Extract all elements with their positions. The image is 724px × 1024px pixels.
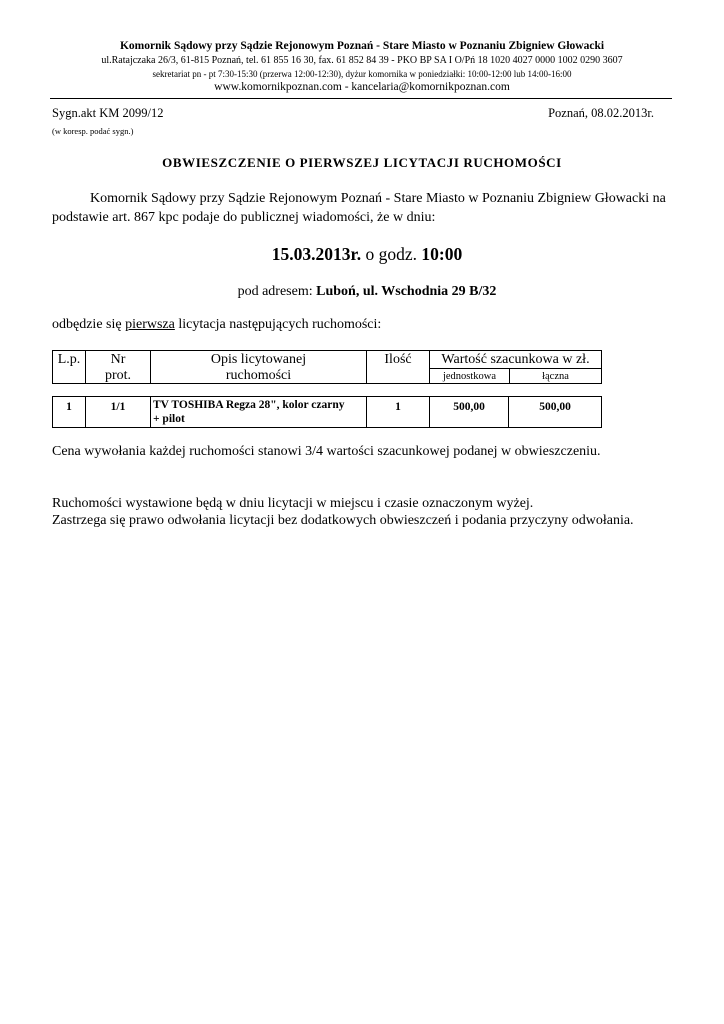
- auction-address-line: [0, 284, 724, 300]
- header-lp: [53, 351, 86, 384]
- cell-ilosc: 1: [367, 397, 430, 428]
- header-opis-line1: Opis licytowanej: [210, 352, 307, 367]
- header-nr-line2: prot.: [104, 368, 132, 383]
- cell-lp: 1: [53, 397, 86, 428]
- header-laczna: łączna: [542, 371, 569, 382]
- document-title: OBWIESZCZENIE O PIERWSZEJ LICYTACJI RUCHOMOŚCI: [162, 155, 562, 170]
- bailiff-address-line: ul.Ratajczaka 26/3, 61-815 Poznań, tel. 61 855 16 30, fax. 61 852 84 39 - PKO BP SA I O/Pń 18 1020 4027 0000 1002 0290 3607: [101, 55, 623, 66]
- cell-opis-line2: + pilot: [153, 413, 185, 425]
- lead-before: odbędzie się: [52, 317, 126, 332]
- place-date: Poznań, 08.02.2013r.: [548, 106, 654, 120]
- contact-separator: -: [341, 81, 352, 93]
- cell-opis: [151, 397, 367, 428]
- header-wartosc-label: Wartość szacunkowa w zł.: [441, 352, 590, 367]
- header-lp-label: L.p.: [57, 352, 81, 367]
- contact-line: [0, 81, 724, 93]
- cell-jednostkowa: 500,00: [430, 397, 509, 428]
- header-ilosc-label: Ilość: [384, 352, 412, 367]
- auction-time: 10:00: [421, 244, 463, 264]
- auction-address: Luboń, ul. Wschodnia 29 B/32: [316, 284, 497, 299]
- intro-paragraph: Komornik Sądowy przy Sądzie Rejonowym Poznań - Stare Miasto w Poznaniu Zbigniew Głowacki na podstawie art. 867 kpc podaje do publicznej wiadomości, że w dniu:: [52, 191, 666, 225]
- website-link[interactable]: www.komornikpoznan.com: [214, 81, 342, 93]
- starting-price-note: Cena wywołania każdej ruchomości stanowi 3/4 wartości szacunkowej podanej w obwieszczeniu.: [52, 444, 601, 459]
- bailiff-name-header: Komornik Sądowy przy Sądzie Rejonowym Poznań - Stare Miasto w Poznaniu Zbigniew Głowacki: [119, 40, 605, 52]
- table-row: [52, 396, 602, 428]
- cell-laczna: 500,00: [539, 401, 571, 413]
- header-wartosc: [430, 351, 601, 384]
- header-nr-line1: Nr: [110, 352, 126, 367]
- case-signature: Sygn.akt KM 2099/12: [52, 106, 164, 120]
- address-prefix: pod adresem:: [237, 284, 317, 299]
- auction-datetime: [0, 244, 724, 265]
- lead-underlined: pierwsza: [125, 317, 175, 332]
- header-opis-line2: ruchomości: [225, 368, 292, 383]
- header-jednostkowa: jednostkowa: [442, 371, 497, 382]
- closing-line-1: Ruchomości wystawione będą w dniu licytacji w miejscu i czasie oznaczonym wyżej.: [52, 496, 534, 511]
- header-nr: [86, 351, 151, 384]
- cell-nr: 1/1: [86, 397, 151, 428]
- auction-lead-sentence: [52, 317, 381, 333]
- header-divider: [50, 98, 672, 99]
- office-hours-line: sekretariat pn - pt 7:30-15:30 (przerwa 12:00-12:30), dyżur komornika w poniedziałki: 10:00-12:00 lub 14:00-16:00: [152, 69, 572, 79]
- correspondence-note: (w koresp. podać sygn.): [52, 126, 134, 136]
- header-ilosc: [367, 351, 430, 384]
- items-table-header: [52, 350, 602, 384]
- email-link[interactable]: kancelaria@komornikpoznan.com: [351, 81, 510, 93]
- auction-time-prefix: o godz.: [361, 244, 422, 264]
- auction-date: 15.03.2013r.: [271, 244, 362, 264]
- closing-line-2: Zastrzega się prawo odwołania licytacji bez dodatkowych obwieszczeń i podania przyczyny odwołania.: [52, 513, 634, 528]
- lead-after: licytacja następujących ruchomości:: [174, 317, 382, 332]
- header-opis: [151, 351, 367, 384]
- cell-opis-line1: TV TOSHIBA Regza 28", kolor czarny: [153, 399, 345, 411]
